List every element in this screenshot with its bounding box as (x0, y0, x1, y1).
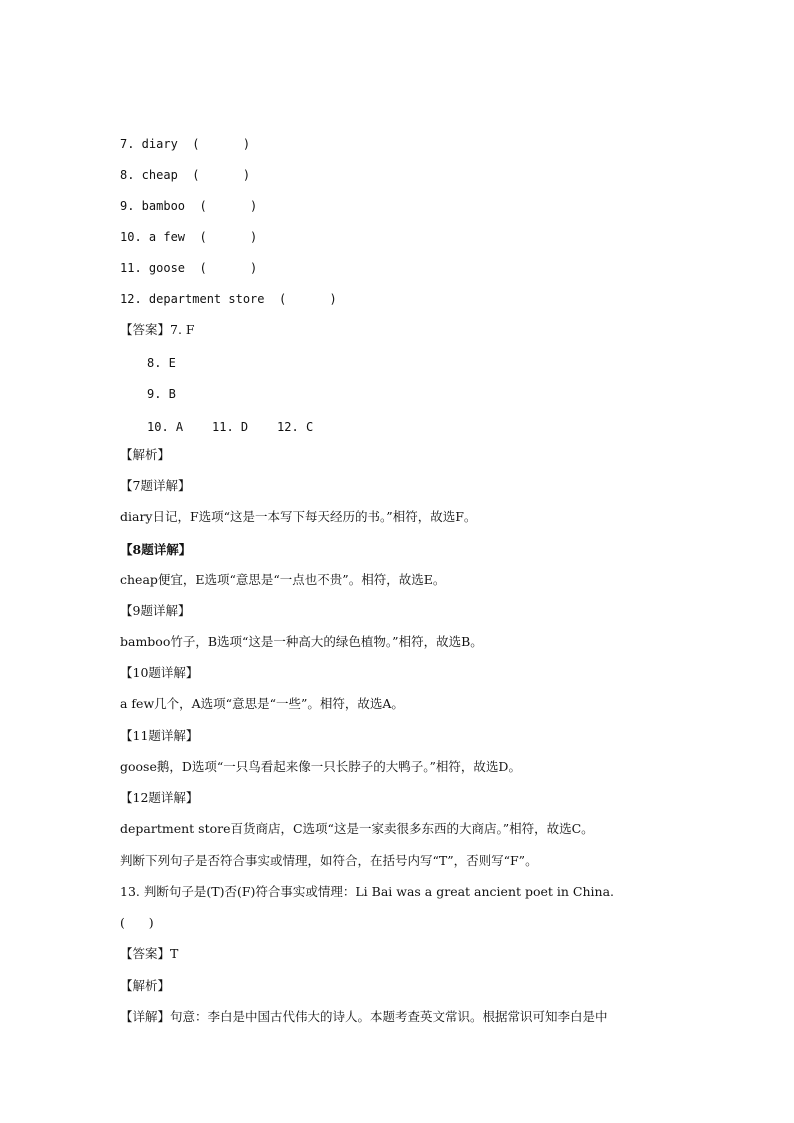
answer-8: 8. E (147, 356, 176, 370)
detail-12-heading: 【12题详解】 (120, 790, 199, 805)
answer-9: 9. B (147, 387, 176, 401)
detail-13-text: 【详解】句意：李白是中国古代伟大的诗人。本题考查英文常识。根据常识可知李白是中 (120, 1009, 608, 1024)
detail-11-text: goose鹅，D选项“一只鸟看起来像一只长脖子的大鸭子。”相符，故选D。 (120, 759, 521, 774)
detail-7-heading: 【7题详解】 (120, 478, 191, 493)
answer-13: 【答案】T (120, 946, 179, 961)
detail-9-text: bamboo竹子，B选项“这是一种高大的绿色植物。”相符，故选B。 (120, 634, 483, 649)
answer-label: 【答案】7. F (120, 322, 195, 337)
detail-10-text: a few几个，A选项“意思是“一些”。相符，故选A。 (120, 696, 404, 711)
question-11: 11. goose ( ) (120, 261, 258, 275)
analysis-13-label: 【解析】 (120, 978, 171, 993)
question-8: 8. cheap ( ) (120, 168, 251, 182)
question-13-blank: ( ) (120, 915, 154, 930)
detail-7-text: diary日记，F选项“这是一本写下每天经历的书。”相符，故选F。 (120, 509, 477, 524)
question-10: 10. a few ( ) (120, 230, 258, 244)
detail-9-heading: 【9题详解】 (120, 603, 191, 618)
detail-11-heading: 【11题详解】 (120, 728, 199, 743)
answer-10-12: 10. A 11. D 12. C (147, 420, 314, 434)
question-9: 9. bamboo ( ) (120, 199, 258, 213)
instruction: 判断下列句子是否符合事实或情理，如符合，在括号内写“T”，否则写“F”。 (120, 853, 538, 868)
detail-10-heading: 【10题详解】 (120, 665, 199, 680)
question-12: 12. department store ( ) (120, 292, 337, 306)
question-13: 13. 判断句子是(T)否(F)符合事实或情理：Li Bai was a great ancient poet in China. (120, 884, 615, 899)
analysis-label: 【解析】 (120, 447, 171, 462)
detail-12-text: department store百货商店，C选项“这是一家卖很多东西的大商店。”相符，故选C。 (120, 821, 594, 836)
detail-8-text: cheap便宜，E选项“意思是“一点也不贵”。相符，故选E。 (120, 572, 446, 587)
question-7: 7. diary ( ) (120, 137, 251, 151)
detail-8-heading: 【8题详解】 (120, 542, 192, 557)
